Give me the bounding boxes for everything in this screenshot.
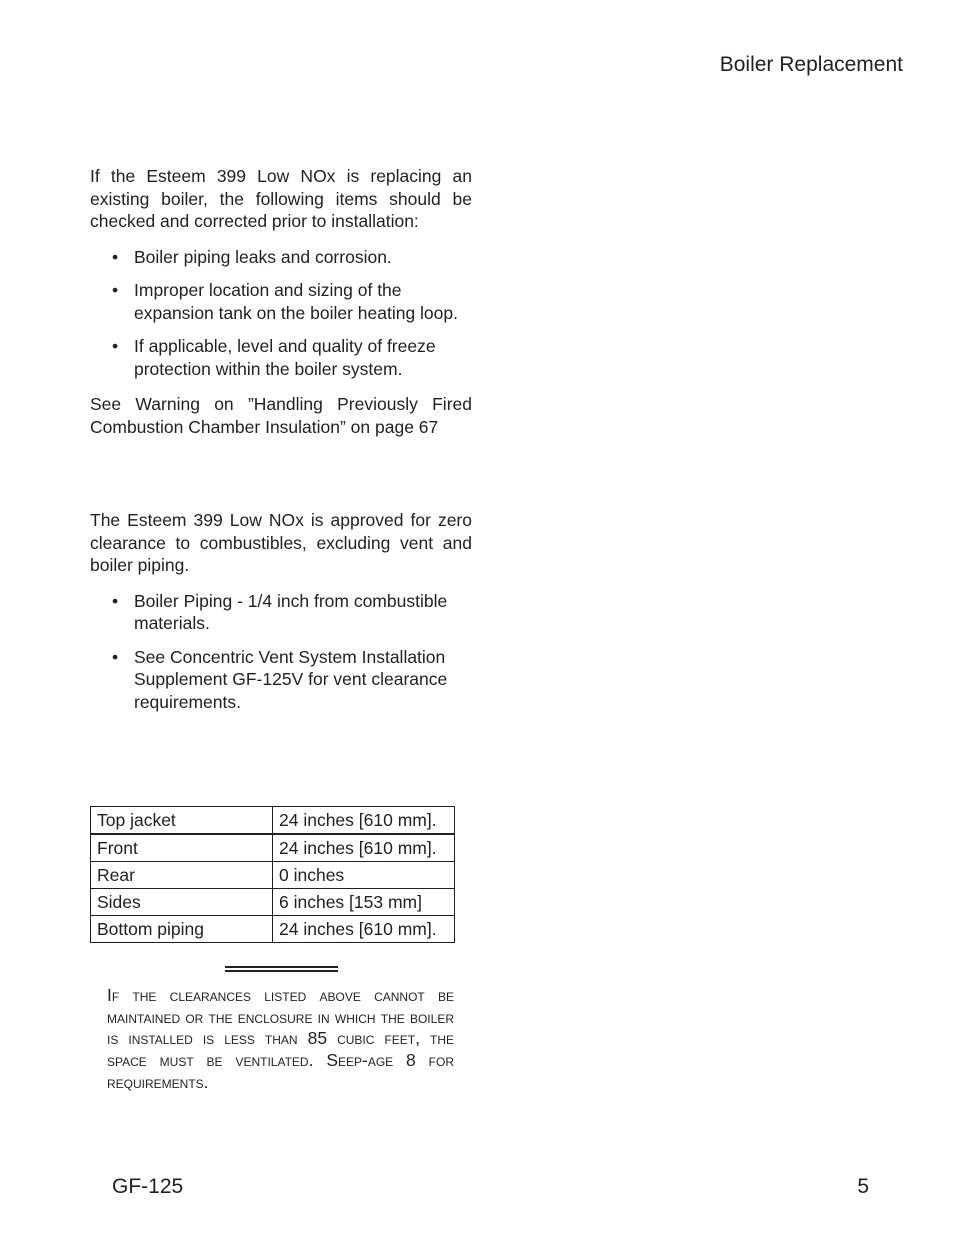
document-number: GF-125	[112, 1175, 184, 1198]
table-cell-value: 6 inches [153 mm]	[273, 889, 455, 916]
table-cell-value: 24 inches [610 mm].	[273, 916, 455, 943]
replacement-intro: If the Esteem 399 Low NOx is replacing an existing boiler, the following items should be checked and corrected prior to installation:	[90, 166, 472, 231]
table-cell-value: 0 inches	[273, 862, 455, 889]
table-cell-value: 24 inches [610 mm].	[273, 807, 455, 835]
table-row	[91, 889, 455, 916]
section-title: Boiler Replacement	[719, 53, 903, 76]
table-cell-location: Top jacket	[91, 807, 273, 835]
table-row	[91, 807, 455, 835]
ventilation-note: If the clearances listed above cannot be maintained or the enclosure in which the boiler is installed is less than 85 cubic feet, the space must be ventilated. Seep-age 8 for requirements.	[107, 985, 454, 1092]
list-item-text: See Concentric Vent System Installation Supplement GF-125V for vent clearance requirements.	[134, 646, 448, 712]
clearances-list	[90, 590, 472, 714]
table-cell-location: Bottom piping	[91, 916, 273, 943]
table-cell-location: Front	[91, 834, 273, 862]
clearance-table	[90, 806, 455, 943]
list-item	[90, 646, 472, 714]
list-item-text: Boiler piping leaks and corrosion.	[134, 246, 392, 267]
table-row	[91, 834, 455, 862]
table-cell-location: Rear	[91, 862, 273, 889]
table-cell-value: 24 inches [610 mm].	[273, 834, 455, 862]
bullet-icon: •	[112, 646, 119, 667]
bullet-icon: •	[112, 280, 119, 300]
replacement-checklist	[90, 246, 472, 381]
clearances-section	[90, 509, 472, 724]
bullet-icon: •	[112, 590, 119, 611]
list-item-text: Improper location and sizing of the expansion tank on the boiler heating loop.	[134, 280, 458, 323]
table-row	[91, 862, 455, 889]
list-item	[90, 279, 472, 324]
warning-reference: See Warning on ”Handling Previously Fired Combustion Chamber Insulation” on page 67	[90, 394, 472, 437]
replacement-section	[90, 165, 472, 438]
list-item-text: Boiler Piping - 1/4 inch from combustible materials.	[134, 590, 448, 633]
list-item	[90, 246, 472, 269]
table-cell-location: Sides	[91, 889, 273, 916]
note-divider	[225, 966, 338, 972]
table-row	[91, 916, 455, 943]
page-number: 5	[857, 1175, 869, 1198]
bullet-icon: •	[112, 246, 119, 267]
clearances-intro: The Esteem 399 Low NOx is approved for zero clearance to combustibles, excluding vent and boiler piping.	[90, 510, 472, 575]
list-item-text: If applicable, level and quality of freeze protection within the boiler system.	[134, 336, 436, 379]
list-item	[90, 590, 472, 635]
bullet-icon: •	[112, 336, 119, 356]
list-item	[90, 335, 472, 380]
